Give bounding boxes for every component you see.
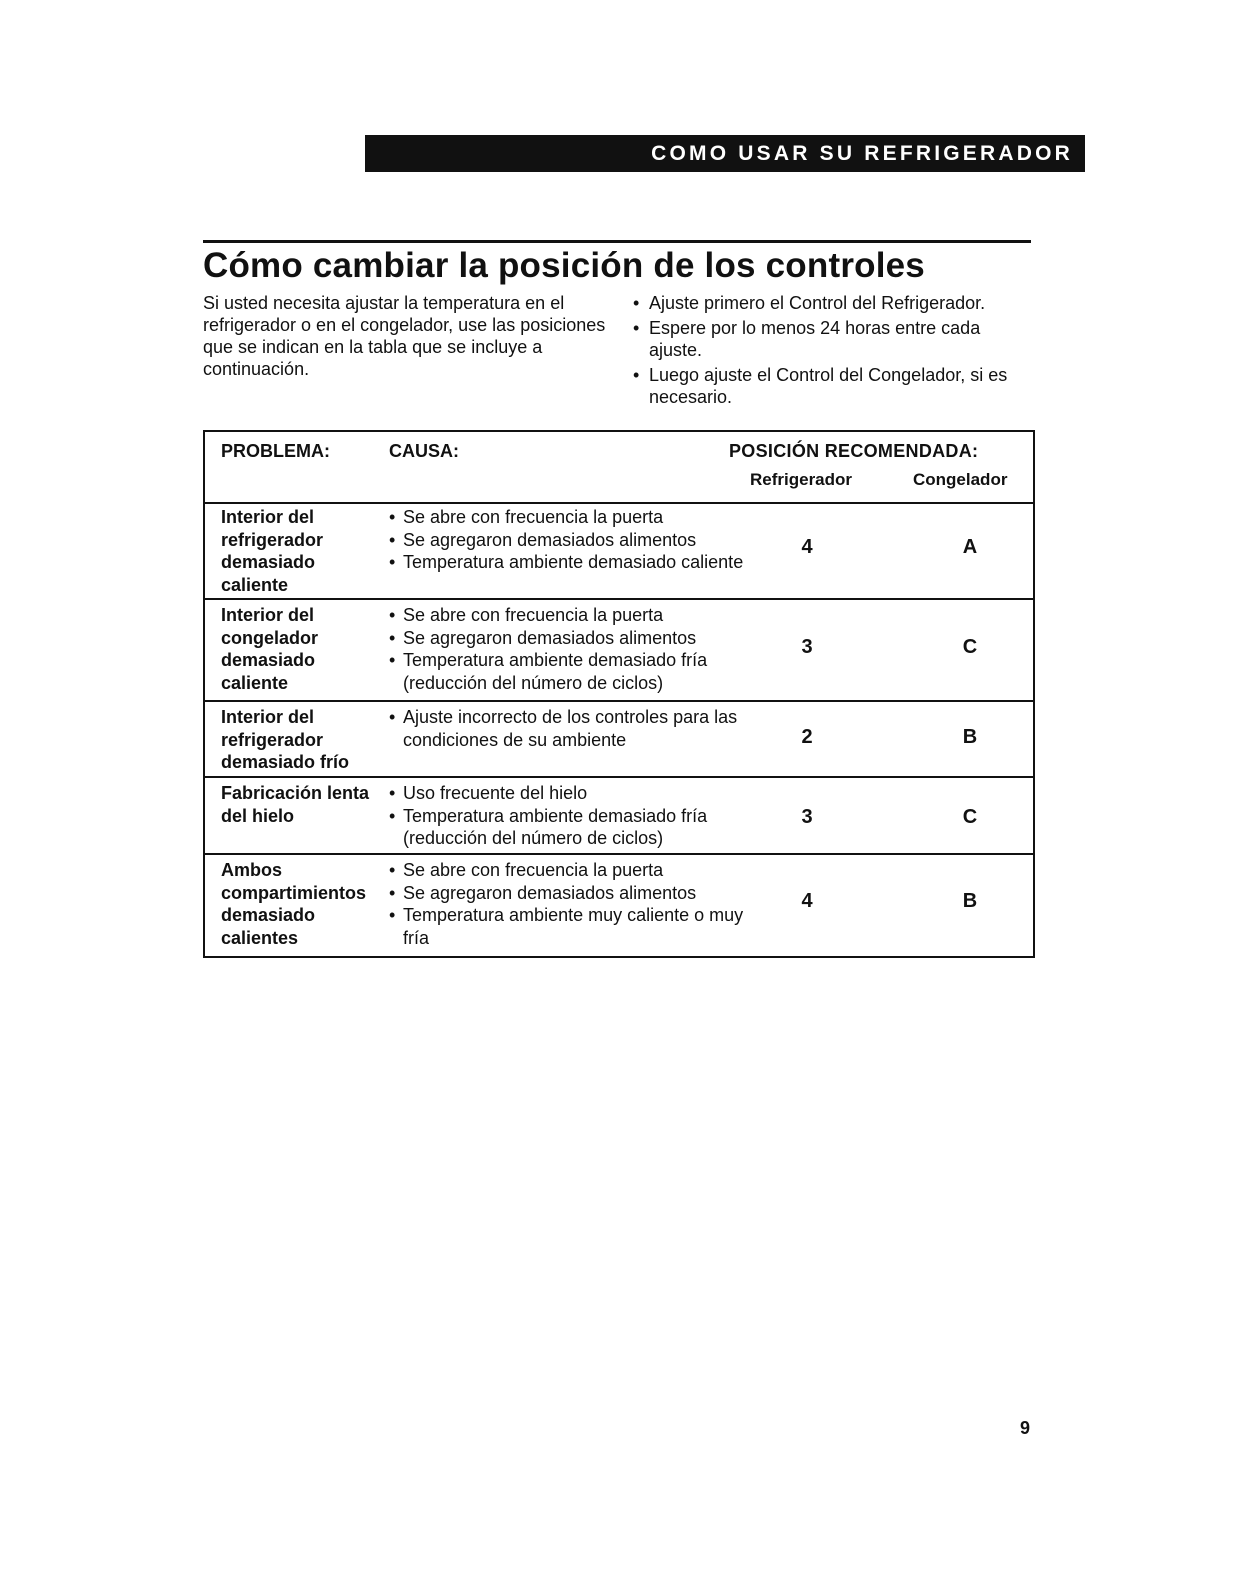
causes-list [389,859,749,949]
causes-list [389,782,749,850]
table-row [205,702,1033,778]
title-rule [203,240,1031,243]
cause-item: • Temperatura ambiente muy caliente o muy fría [389,904,749,949]
cause-item: • Se abre con frecuencia la puerta [389,506,749,529]
cause-item: • Temperatura ambiente demasiado fría (reducción del número de ciclos) [389,805,749,850]
cause-item: • Temperatura ambiente demasiado fría (reducción del número de ciclos) [389,649,749,694]
refrigerator-setting: 4 [801,890,813,912]
refrigerator-setting: 3 [801,806,813,828]
table-row [205,502,1033,600]
refrigerator-setting: 4 [801,536,813,558]
problem-cell: Ambos compartimientos demasiado calientes [221,860,367,948]
causes-list [389,506,749,574]
cause-item: • Se abre con frecuencia la puerta [389,604,749,627]
header-recommended-position: POSICIÓN RECOMENDADA: [729,441,979,461]
header-cause: CAUSA: [389,441,459,461]
freezer-setting: B [962,726,978,748]
freezer-setting: C [962,636,978,658]
header-freezer: Congelador [913,470,1008,489]
cause-item: • Se agregaron demasiados alimentos [389,627,749,650]
table-row [205,600,1033,702]
tip-item: • Espere por lo menos 24 horas entre cada ajuste. [633,317,1033,361]
tips-list [633,292,1033,411]
table-header-row [205,432,1033,504]
cause-item: • Ajuste incorrecto de los controles para las condiciones de su ambiente [389,706,749,751]
page-title: Cómo cambiar la posición de los controles [203,246,925,285]
freezer-setting: A [962,536,978,558]
tip-item: • Luego ajuste el Control del Congelador, si es necesario. [633,364,1033,408]
causes-list [389,604,749,694]
cause-item: • Temperatura ambiente demasiado caliente [389,551,749,574]
cause-item: • Se agregaron demasiados alimentos [389,529,749,552]
freezer-setting: B [962,890,978,912]
problem-cell: Interior del congelador demasiado caliente [221,605,319,693]
intro-paragraph: Si usted necesita ajustar la temperatura en el refrigerador o en el congelador, use las posiciones que se indican en la tabla que se incluye a continuación. [203,293,606,379]
section-label: COMO USAR SU REFRIGERADOR [651,141,1073,165]
header-refrigerator: Refrigerador [750,470,853,489]
cause-item: • Uso frecuente del hielo [389,782,749,805]
control-settings-table [203,430,1035,958]
tip-item: • Ajuste primero el Control del Refrigerador. [633,292,1033,314]
problem-cell: Interior del refrigerador demasiado caliente [221,507,324,595]
freezer-setting: C [962,806,978,828]
cause-item: • Se agregaron demasiados alimentos [389,882,749,905]
page-number: 9 [1020,1418,1031,1438]
problem-cell: Interior del refrigerador demasiado frío [221,707,350,772]
cause-item: • Se abre con frecuencia la puerta [389,859,749,882]
table-row [205,778,1033,855]
header-problem: PROBLEMA: [221,441,330,461]
refrigerator-setting: 2 [801,726,813,748]
table-row [205,855,1033,956]
problem-cell: Fabricación lenta del hielo [221,783,370,826]
section-header-bar [365,135,1085,172]
refrigerator-setting: 3 [801,636,813,658]
causes-list [389,706,749,751]
